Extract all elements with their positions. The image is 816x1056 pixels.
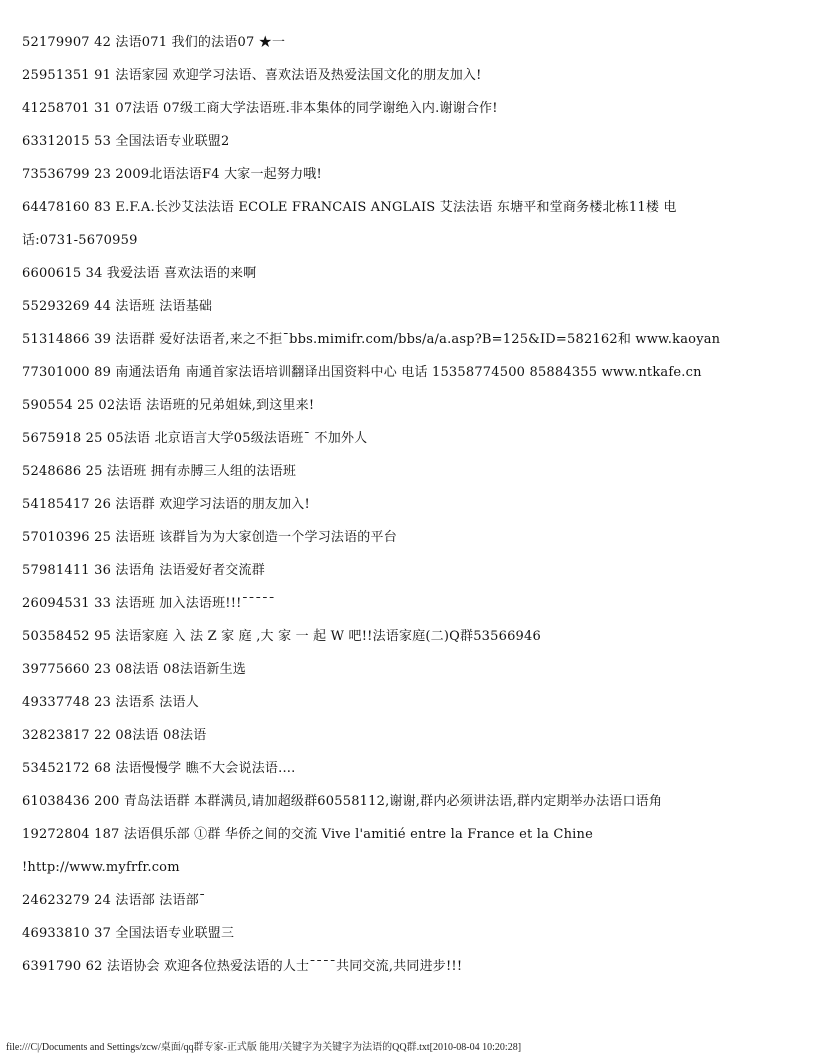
text-line: 话:0731-5670959 [22,233,138,248]
text-line: 51314866 39 法语群 爱好法语者,来之不拒¯bbs.mimifr.com/bbs/a/a.asp?B=125&ID=582162和 www.kaoyan [22,332,721,347]
text-line: 57010396 25 法语班 该群旨为为大家创造一个学习法语的平台 [22,530,397,545]
text-line: !http://www.myfrfr.com [22,860,180,875]
text-line: 590554 25 02法语 法语班的兄弟姐妹,到这里来! [22,398,315,413]
text-lines [22,33,802,990]
text-line: 77301000 89 南通法语角 南通首家法语培训翻译出国资料中心 电话 15358774500 85884355 www.ntkafe.cn [22,365,702,380]
text-line: 6391790 62 法语协会 欢迎各位热爱法语的人士¯¯¯¯共同交流,共同进步!!! [22,959,463,974]
text-line: 26094531 33 法语班 加入法语班!!!¯¯¯¯¯ [22,596,276,611]
text-line: 63312015 53 全国法语专业联盟2 [22,134,230,149]
text-line: 61038436 200 青岛法语群 本群满员,请加超级群60558112,谢谢,群内必须讲法语,群内定期举办法语口语角 [22,794,663,809]
text-line: 41258701 31 07法语 07级工商大学法语班.非本集体的同学谢绝入内.谢谢合作! [22,101,498,116]
text-line: 57981411 36 法语角 法语爱好者交流群 [22,563,265,578]
text-line: 49337748 23 法语系 法语人 [22,695,199,710]
text-line: 64478160 83 E.F.A.长沙艾法法语 ECOLE FRANCAIS ANGLAIS 艾法法语 东塘平和堂商务楼北栋11楼 电 [22,200,677,215]
text-line: 50358452 95 法语家庭 入 法 Z 家 庭 ,大 家 一 起 W 吧!!法语家庭(二)Q群53566946 [22,629,541,644]
text-line: 25951351 91 法语家园 欢迎学习法语、喜欢法语及热爱法国文化的朋友加入! [22,68,482,83]
text-line: 55293269 44 法语班 法语基础 [22,299,213,314]
text-line: 52179907 42 法语071 我们的法语07 ★一 [22,35,286,50]
text-line: 53452172 68 法语慢慢学 瞧不大会说法语.... [22,761,296,776]
text-line: 39775660 23 08法语 08法语新生选 [22,662,246,677]
text-line: 19272804 187 法语俱乐部 ①群 华侨之间的交流 Vive l'amitié entre la France et la Chine [22,827,593,842]
text-line: 24623279 24 法语部 法语部¯ [22,893,206,908]
text-line: 5248686 25 法语班 拥有赤膊三人组的法语班 [22,464,297,479]
text-line: 32823817 22 08法语 08法语 [22,728,207,743]
text-line: 46933810 37 全国法语专业联盟三 [22,926,235,941]
text-line: 73536799 23 2009北语法语F4 大家一起努力哦! [22,167,322,182]
text-line: 6600615 34 我爱法语 喜欢法语的来啊 [22,266,257,281]
text-line: 54185417 26 法语群 欢迎学习法语的朋友加入! [22,497,310,512]
text-line: 5675918 25 05法语 北京语言大学05级法语班¯ 不加外人 [22,431,368,446]
file-path-footer: file:///C|/Documents and Settings/zcw/桌面/qq群专家-正式版 能用/关键字为关键字为法语的QQ群.txt[2010-08-04 10:20:28] [6,1042,522,1053]
